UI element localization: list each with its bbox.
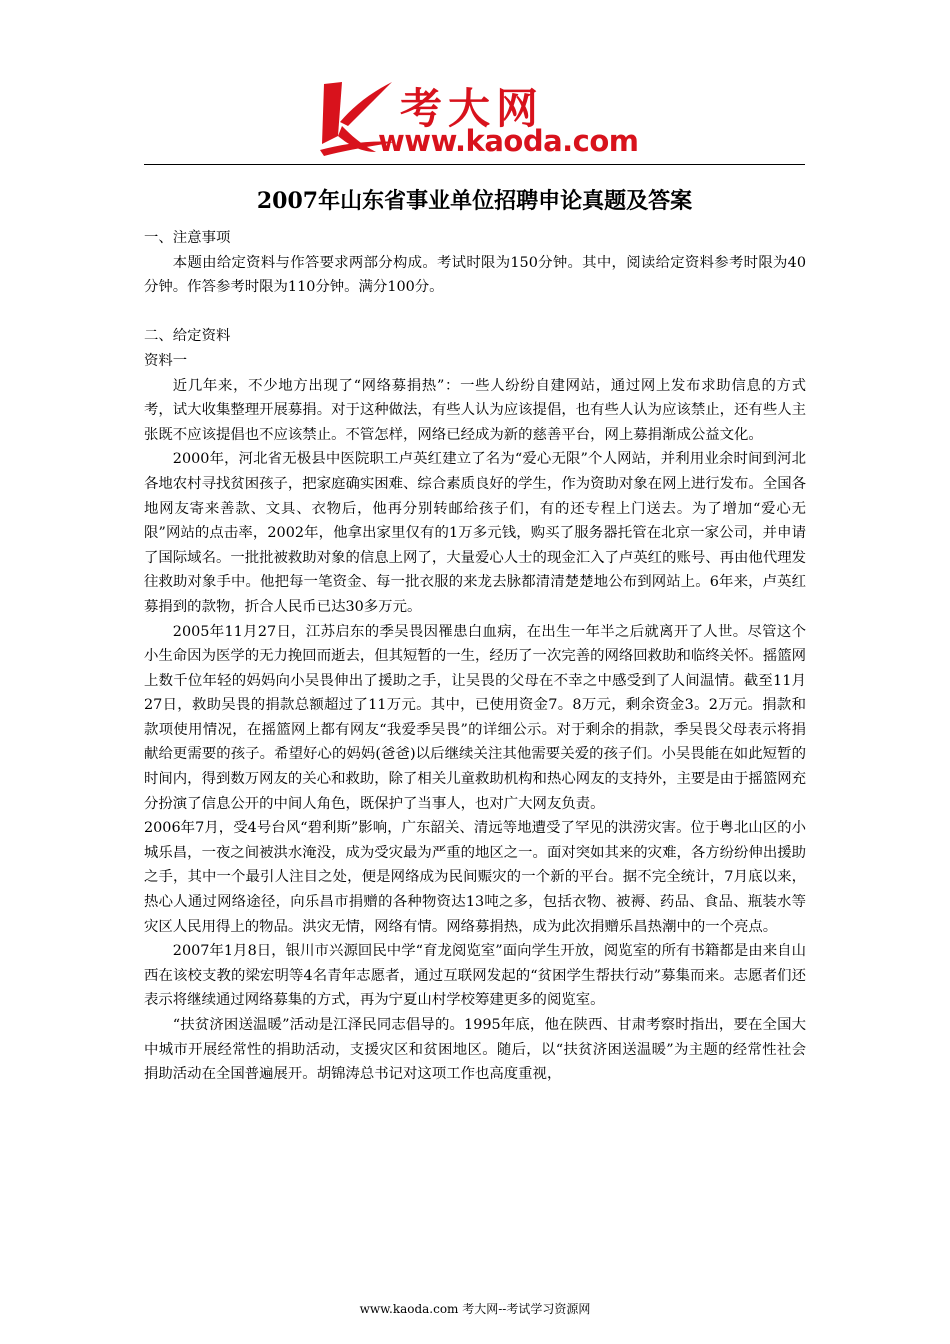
logo-name: 考大网 <box>400 84 545 133</box>
paragraph-1: 近几年来，不少地方出现了“网络募捐热”：一些人纷纷自建网站，通过网上发布求助信息的方式考，试大收集整理开展募捐。对于这种做法，有些人认为应该提倡，也有些人认为应该禁止，还有些人主张既不应该提倡也不应该禁止。不管怎样，网络已经成为新的慈善平台，网上募捐渐成公益文化。 <box>144 377 806 443</box>
logo-url: www.kaoda.com <box>378 124 639 158</box>
paragraph-6: “扶贫济困送温暖”活动是江泽民同志倡导的。1995年底，他在陕西、甘肃考察时指出，要在全国大中城市开展经常性的捐助活动，支援灾区和贫困地区。随后，以“扶贫济困送温暖”为主题的经常性社会捐助活动在全国普遍展开。胡锦涛总书记对这项工作也高度重视， <box>144 1017 806 1083</box>
document-title: 2007年山东省事业单位招聘申论真题及答案 <box>256 188 693 214</box>
notes-paragraph: 本题由给定资料与作答要求两部分构成。考试时限为150分钟。其中，阅读给定资料参考时限为40分钟。作答参考时限为110分钟。满分100分。 <box>144 254 806 296</box>
paragraph-4: 2006年7月，受4号台风“碧利斯”影响，广东韶关、清远等地遭受了罕见的洪涝灾害。位于粤北山区的小城乐昌，一夜之间被洪水淹没，成为受灾最为严重的地区之一。面对突如其来的灾难，各方纷纷伸出援助之手，其中一个最引人注目之处，便是网络成为民间赈灾的一个新的平台。据不完全统计，7月底以来，热心人通过网络途径，向乐昌市捐赠的各种物资达13吨之多，包括衣物、被褥、药品、食品、瓶装水等灾区人民用得上的物品。洪灾无情，网络有情。网络募捐热，成为此次捐赠乐昌热潮中的一个亮点。 <box>144 820 806 935</box>
section-heading-notes: 一、注意事项 <box>144 230 231 246</box>
paragraph-3: 2005年11月27日，江苏启东的季吴畏因罹患白血病，在出生一年半之后就离开了人世。尽管这个小生命因为医学的无力挽回而逝去，但其短暂的一生，经历了一次完善的网络回救助和临终关怀。摇篮网上数千位年轻的妈妈向小吴畏伸出了援助之手，让吴畏的父母在不幸之中感受到了人间温情。截至11月27日，救助吴畏的捐款总额超过了11万元。其中，已使用资金7。8万元，剩余资金3。2万元。捐款和款项使用情况，在摇篮网上都有网友“我爱季吴畏”的详细公示。对于剩余的捐款，季吴畏父母表示将捐献给更需要的孩子。希望好心的妈妈(爸爸)以后继续关注其他需要关爱的孩子们。小吴畏能在如此短暂的时间内，得到数万网友的关心和救助，除了相关儿童救助机构和热心网友的支持外，主要是由于摇篮网充分扮演了信息公开的中间人角色，既保护了当事人，也对广大网友负责。 <box>144 623 806 812</box>
section-heading-materials: 二、给定资料 <box>144 328 231 345</box>
page-footer: www.kaoda.com 考大网--考试学习资源网 <box>359 1302 591 1316</box>
blank-line <box>144 300 806 325</box>
document-body <box>144 226 806 1087</box>
material-heading: 资料一 <box>144 352 188 369</box>
paragraph-5: 2007年1月8日，银川市兴源回民中学“育龙阅览室”面向学生开放，阅览室的所有书籍都是由来自山西在该校支教的梁宏明等4名青年志愿者，通过互联网发起的“贫困学生帮扶行动”募集而来。志愿者们还表示将继续通过网络募集的方式，再为宁夏山村学校筹建更多的阅览室。 <box>144 943 806 1009</box>
paragraph-2: 2000年，河北省无极县中医院职工卢英红建立了名为“爱心无限”个人网站，并利用业余时间到河北各地农村寻找贫困孩子，把家庭确实困难、综合素质良好的学生，作为资助对象在网上进行发布。全国各地网友寄来善款、文具、衣物后，他再分别转邮给孩子们，有的还专程上门送去。为了增加“爱心无限”网站的点击率，2002年，他拿出家里仅有的1万多元钱，购买了服务器托管在北京一家公司，并申请了国际域名。一批批被救助对象的信息上网了，大量爱心人士的现金汇入了卢英红的账号、再由他代理发往救助对象手中。他把每一笔资金、每一批衣服的来龙去脉都清清楚楚地公布到网站上。6年来，卢英红募捐到的款物，折合人民币已达30多万元。 <box>144 451 806 615</box>
header-divider <box>144 164 805 165</box>
kaoda-logo <box>318 78 640 158</box>
